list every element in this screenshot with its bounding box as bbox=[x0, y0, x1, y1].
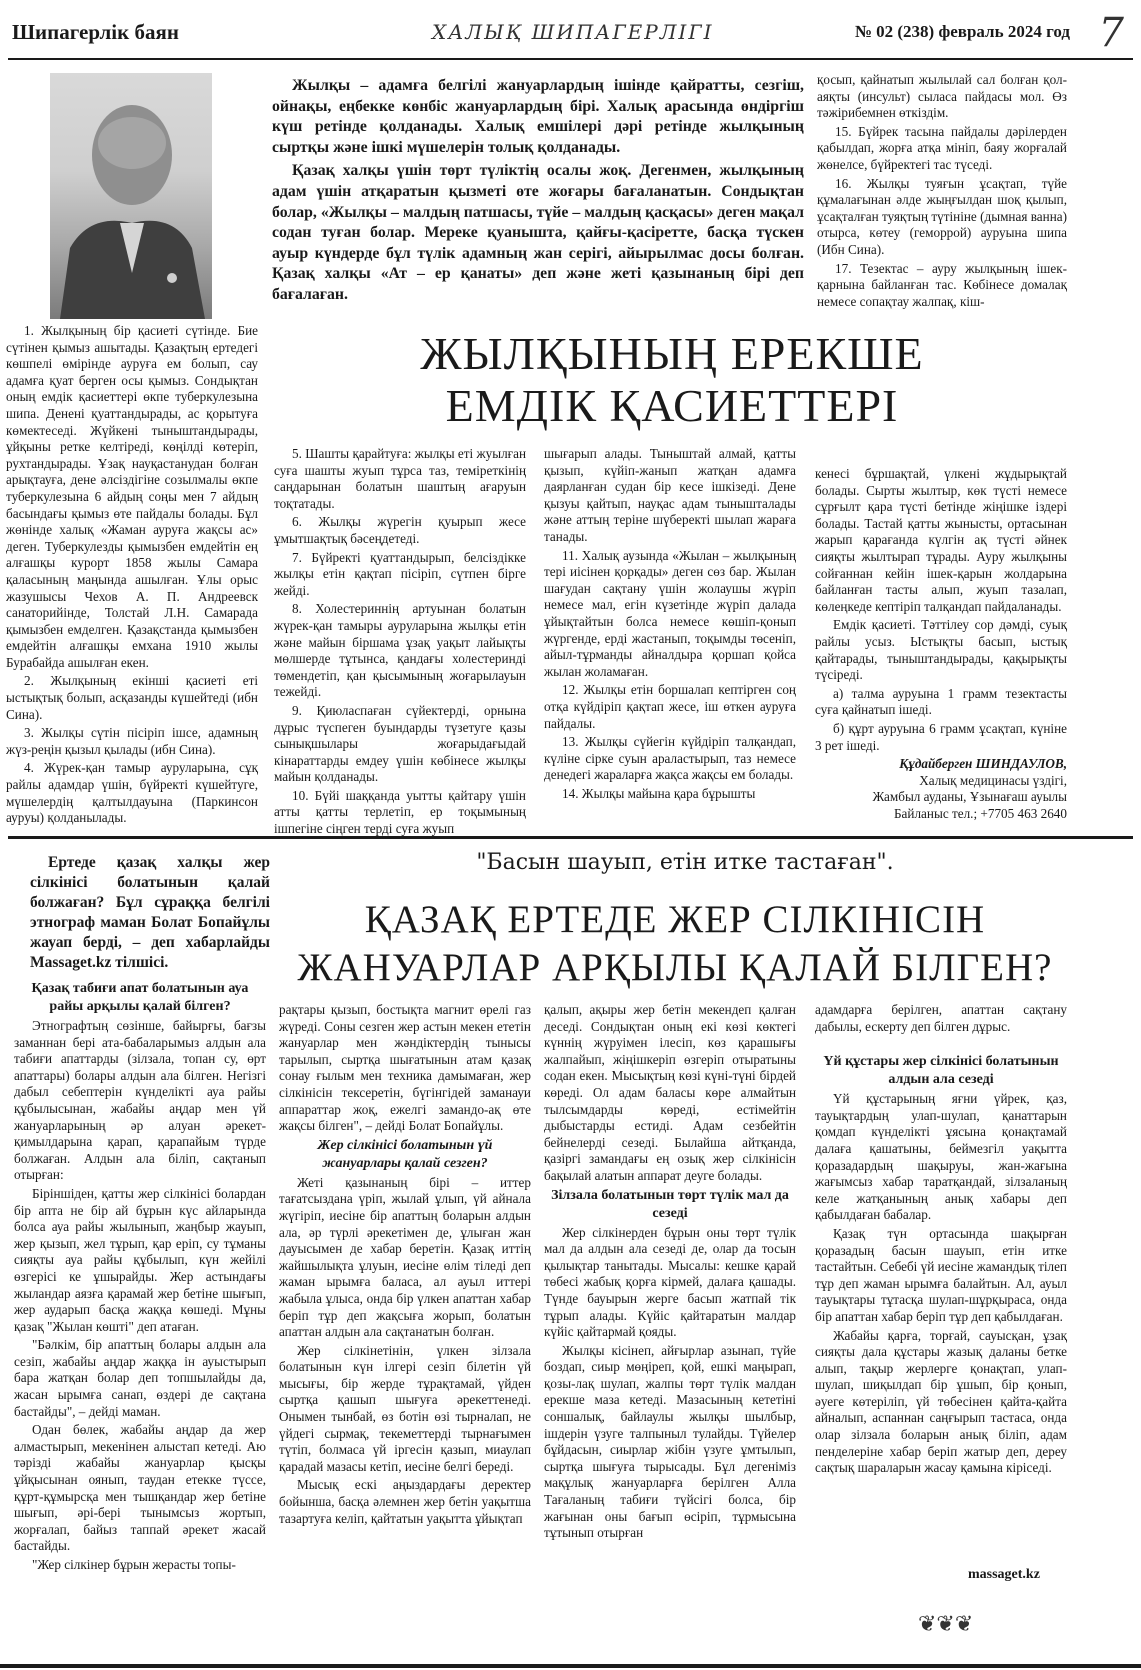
article2-quote: "Басын шауып, етін итке тастаған". bbox=[476, 850, 894, 875]
page-header bbox=[12, 12, 1130, 58]
paragraph: кенесі бұршақтай, үлкені жұдырықтай болады. Сырты жылтыр, көк түсті немесе сұрғылт қара түсті бетінде жіңішке іздері болады. Тастай қатты жынысты, ортасынан жарып қарағанда күлгін ақ түсті әйнек сияқты жылтырап тұрады. Ауру жылқыны сойғаннан кейін ішек-қарын жолдарына байланған тасты алып, жуып тазалап, көлеңкеде кептіріп талқандап пайдаланады. bbox=[815, 466, 1067, 614]
article1-col-b1 bbox=[274, 446, 526, 837]
article2-col4 bbox=[815, 1002, 1067, 1562]
ornament-icon: ❦❦❦ bbox=[918, 1612, 974, 1637]
page-number: 7 bbox=[1098, 10, 1124, 56]
paragraph: Емдік қасиеті. Тәттілеу сор дәмді, суық райлы усыз. Ыстықты басып, ыстық қайтарады, тыныштандырады, қақырықты түсіреді. bbox=[815, 617, 1067, 683]
article1-col-top-right bbox=[817, 72, 1067, 322]
title-line: ЕМДІК ҚАСИЕТТЕРІ bbox=[445, 380, 899, 431]
footer-rule bbox=[0, 1664, 1141, 1668]
paragraph: Жер сілкінерден бұрын оны төрт түлік мал да алдын ала сезеді де, олар да тосын қылықтар танытады. Мысалы: кешке қарай төбесі жабық қорға кірмей, далаға қашады. Түнде бауырын жерге басып жатпай тік тұрып алады. Күйіс қайтаратын малдар күйіс қайтармай қояды. bbox=[544, 1224, 796, 1340]
paragraph: 3. Жылқы сүтін пісіріп ішсе, адамның жүз-реңін қызыл қылады (ибн Сина). bbox=[6, 725, 258, 757]
paragraph: Жер сілкінетінін, үлкен зілзала болатынын күн ілгері сезіп білетін үй мысығы, бір жерде тұрақтамай, үйден сыртқа қашып шығуға әрекеттенеді. Онымен тынбай, өз ботін өзі тырналап, не үйдегі сырмақ, текеметтерді тырнағымен түтіп, болмаса үй іргесін қазып, миаулап қарадай мазасы кетіп, иесіне белгі береді. bbox=[279, 1342, 531, 1474]
paragraph: б) құрт ауруына 6 грамм ұсақтап, күніне 3 рет ішеді. bbox=[815, 720, 1067, 753]
article2-intro: Ертеде қазақ халқы жер сілкінісі болатынын қалай болжаған? Бұл сұраққа белгілі этнограф маман Болат Бопайұлы жауап берді, – деп хабарлайды Massaget.kz тілшісі. bbox=[30, 854, 270, 971]
paragraph: 11. Халық аузында «Жылан – жылқының тері иісінен қорқады» деген сөз бар. Жылан шағудан сақтану үшін жолаушы жүріп немесе мал, егін күзетінде жүріп далада ұйықтайтын болса немесе көшіп-қонып жүргенде, ерді жастанып, тоқымды төсеніп, айыл-тұрманды айналдыра қоршап қойса жылан жоламаған. bbox=[544, 547, 796, 679]
paragraph: 14. Жылқы майына қара бұрышты bbox=[562, 785, 756, 801]
article2-col3 bbox=[544, 1002, 796, 1642]
author-photo bbox=[50, 73, 212, 319]
subheading: Зілзала болатынын төрт түлік мал да сезеді bbox=[551, 1187, 789, 1221]
paragraph: Этнографтың сөзінше, байырғы, бағзы заманнан бері ата-бабаларымыз алдын ала табиғи апаттарды (зілзала, топан су, өрт апаттары) болары алдын ала білген. Негізгі дабыл себептерін күнделікті ауа райы құбылысынан, жабайы аңдар мен үй жануарларының әр алуан әрекет-қимылдарына қарап, қарапайым түрде болжаған. Алдын ала біліп, сақтанып отырған: bbox=[14, 1018, 266, 1183]
author-phone: Байланыс тел.; +7705 463 2640 bbox=[893, 805, 1067, 821]
paragraph: 4. Жүрек-қан тамыр ауруларына, сұқ райлы адамдар үшін, бүйректі күшейтуге, мүшелердің қалтылдауына (Паркинсон ауруы) қолданылады. bbox=[6, 760, 258, 826]
paragraph: қосып, қайнатып жылылай сал болған қол-аяқты (инсульт) сыласа пайдасы мол. Өз тәжірибемнен өткіздім. bbox=[817, 72, 1067, 121]
article2-col1 bbox=[14, 980, 266, 1635]
article1-col-left bbox=[6, 323, 258, 828]
paragraph: Жылқы кісінеп, айғырлар азынап, түйе боздап, сиыр мөңіреп, қой, ешкі маңырап, қозы-лақ шулап, жалпы төрт түлік малдан ерекше маза кетеді. Мазасының кететіні соншалық, байлаулы жылқы шылбыр, ішдерін үзуге талпыныл тулайды. Түйелер бұйдасын, сиырлар жібін үзуге ұмтылып, сыртқа шығуға тырысады. Бұл дегеніміз мақұлық жануарларға берілген Алла Тағаланың табиғи түйсігі болса, бір жағынан оны бағып өсіріп, тұрмысына тұтынып отырған bbox=[544, 1342, 796, 1541]
paragraph: а) талма ауруына 1 грамм тезектасты суға қайнатып ішеді. bbox=[815, 685, 1067, 718]
article1-lead bbox=[272, 76, 804, 314]
paragraph: Біріншіден, қатты жер сілкінісі болардан бір апта не бір ай бұрын күс айларында болса ауа райы жылынып, жаңбыр жауып, жер қызып, жел тұрып, қар еріп, су тұманы сияқты ауа райы құбылып, күн жейілі өзгерісі ке ұшырайды. Жер астындағы жыландар аязға қарамай жер бетіне шығып, жер аударып басқа жаққа көшеді. Мұны қазақ "Жылан көшті" деп атаған. bbox=[14, 1185, 266, 1334]
paragraph: "Бәлкім, бір апаттың болары алдын ала сезіп, жабайы аңдар жаққа ін ауыстырып бара жатқан болар деп топшылайды да, жасан ырымға санап, өздері де сақтана бастайды", – дейді маман. bbox=[14, 1337, 266, 1419]
subheading: Қазақ табиғи апат болатынын ауа райы арқылы қалай білген? bbox=[31, 981, 249, 1014]
newspaper-name: ХАЛЫҚ ШИПАГЕРЛІГІ bbox=[432, 20, 714, 44]
paragraph: 7. Бүйректі қуаттандырып, белсіздікке жылқы етін қақтап пісіріп, сүтпен бірге жейді. bbox=[274, 549, 526, 598]
paragraph: шығарып алады. Тыныштай алмай, қатты қызып, күйіп-жанып жатқан адамға даярланған судан бір кесе ішкізеді. Дене қызуы қайтып, науқас адам тынышталады және аттың теріне шүберекті шылап жараға танады. bbox=[544, 446, 796, 544]
paragraph: 8. Холестериннің артуынан болатын жүрек-қан тамыры ауруларына жылқы етін және майын біршама ұзақ уақыт лайықты мөлшерде тұтынса, қандағы холестеринді төмендетіп, қан қысымының жоғарылауын тежейді. bbox=[274, 601, 526, 700]
paragraph: Үй құстарының яғни үйрек, қаз, тауықтардың улап-шулап, қанаттарын қомдап күнделікті ұясына қонақтамай далаға қашатыны, беймезгіл уақытта қоразадардың шақыруы, жан-жағына жағымсыз хабар таратқандай, зілзаланың келе жатқанының анық хабары деп қабылдаған бабалар. bbox=[815, 1091, 1067, 1223]
paragraph: 2. Жылқының екінші қасиеті еті ыстықтық болып, асқазанды күшейтеді (ибн Сина). bbox=[6, 673, 258, 722]
subheading: Үй құстары жер сілкінісі болатынын алдын ала сезеді bbox=[823, 1054, 1059, 1088]
paragraph: Жабайы қарға, торғай, сауысқан, ұзақ сияқты дала құстары жазық даланы бетке алып, тақыр жерлерге қонақтап, улап-шулап, шиқылдап бір ұшып, бір қонып, әуеге көтеріліп, үй төбесінен қайта-қайта айналып, аспаннан саңғырып тастаса, онда олар зілзала боларын анық біліп, адам пенделеріне хабар беріп жатыр деп, дереу сақтық шараларын жасау қамына кіріседі. bbox=[815, 1327, 1067, 1476]
paragraph: 13. Жылқы сүйегін күйдіріп талқандап, күліне сірке суын араластырып, таз немесе денедегі жараларға жақса жақсы ем болады. bbox=[544, 734, 796, 783]
lead-paragraph: Жылқы – адамға белгілі жануарлардың ішінде қайратты, сезгіш, ойнақы, еңбекке көнбіс жануарлардың бірі. Халық арасында өндіргіш күш ретінде қолданады. Халық емшілері дәрі ретінде жылқының сыртқы және ішкі мүшелерін толық қолданады. bbox=[272, 77, 804, 156]
paragraph: рақтары қызып, бостықта магнит өрелі газ жүреді. Соны сезген жер астын мекен ететін жануарлар мен жәндіктердің тынысы тарылып, сыртқа шығатынын атам қазақ сонау ғылым мен техника дамымаған, жер сілкінісін тексеретін, бүгінгідей заманауи аппараттар жоқ, ежелгі замандо-ақ өте жақсы білген", – дейді Болат Бопайұлы. bbox=[279, 1002, 531, 1134]
issue-info: № 02 (238) февраль 2024 год bbox=[854, 22, 1070, 41]
article2-title bbox=[280, 896, 1070, 992]
author-title: Халық медицинасы үздігі, bbox=[919, 772, 1067, 788]
source-credit: massaget.kz bbox=[968, 1567, 1040, 1582]
title-line: ҚАЗАҚ ЕРТЕДЕ ЖЕР СІЛКІНІСІН bbox=[364, 898, 986, 941]
paragraph: 12. Жылқы етін боршалап кептірген соң отқа күйдіріп қақтап жесе, іш өткен ауруға пайдалы. bbox=[544, 682, 796, 731]
article1-col-b3 bbox=[815, 466, 1067, 831]
paragraph: Жеті қазынаның бірі – иттер тағатсыздана үріп, жылай ұлып, үй айнала жүгіріп, иесіне бір апаттың боларын алдын ала, әр түрлі әрекетімен де, ұлыған жан дауысымен де хабар беретін. Қазақ иттің жайшылықта ұлуын, иесіне өлім тіледі деп жаман ырымға баласа, ал ауыл иттері жабыла ұлыса, онда бір үлкен апаттан хабар беріп тұр деп жақсыға жорып, болатын апаттан алдын ала сақтанатын болған. bbox=[279, 1174, 531, 1340]
article1-col-b2 bbox=[544, 446, 796, 826]
paragraph: "Жер сілкінер бұрын жерасты топы- bbox=[32, 1557, 236, 1572]
paragraph: 6. Жылқы жүрегін қуырып жесе ұмытшақтық бәсеңдетеді. bbox=[274, 514, 526, 546]
paragraph: Одан бөлек, жабайы аңдар да жер алмастырып, мекенінен алыстап кетеді. Аю тәрізді жабайы жануарлар қысқы ұйқысынан оянып, таудан етекке түссе, құрт-құмырсқа мен тышқандар жер бетіне шығып, әрі-бері тынымсыз жортып, жорғалап, байыз таппай әрекет жасай бастайды. bbox=[14, 1422, 266, 1554]
header-rule bbox=[8, 58, 1133, 60]
paragraph: 17. Тезектас – ауру жылқының ішек-қарнына байланған тас. Көбінесе домалақ немесе сопақтау жалпақ, кіш- bbox=[817, 260, 1067, 309]
title-line: ЖЫЛҚЫНЫҢ ЕРЕКШЕ bbox=[420, 328, 924, 379]
paragraph: 1. Жылқының бір қасиеті сүтінде. Бие сүтінен қымыз ашытады. Қазақтың ертедегі көшпелі өмірінде ауруға ем болып, сау адамға қуат берген осы қымыз. Сондықтан оның емдік қасиеттері өкпе туберкулезына шипа. Денені қуаттандырады, ас қорытуға көмектеседі. Жүйкені тыныштандырады, ұйқыны ретке келтіреді, көңілді көтеріп, рухтандырады. Ұзақ науқастанудан болған арықтауға, дене әлсіздігіне созылмалы өкпе туберкулезына 6 айдың соңы мен 7 айдың басындағы қымыз өте пайдалы болады. Бұл жөнінде халық «Жаман ауруға жақсы ас» деген. Туберкулезды қымызбен емдейтін ең алғашқы курорт 1858 жылы Самара қаласының маңында ашылған. Ұлы орыс жазушысы Чехов А. П. Андреевск санаторийінде, Толстай Л.Н. Самарада қымызбен емделген. Қазақстанда қымызбен емдейтін алғашқы емхана 1910 жылы Бурабайда ашылған екен. bbox=[6, 323, 258, 670]
paragraph: 5. Шашты қарайтуға: жылқы еті жуылған суға шашты жуып тұрса таз, теміреткінің саңдарынан болатын шаштың ағаруын тоқтатады. bbox=[274, 446, 526, 511]
author-name: Құдайберген ШИНДАУЛОВ, bbox=[899, 756, 1067, 772]
lead-paragraph: Қазақ халқы үшін төрт түліктің осалы жоқ. Дегенмен, жылқының адам үшін атқаратын қызметі өте жоғары бағаланатын. Сондықтан болар, «Жылқы – малдың патшасы, түйе – малдың қасқасы» деген мақал содан туған болар. Мереке қуанышта, қайғы-қасіретте, басқа түскен ауыр күндерде бұл түлік адамның жан серігі, айырылмас досы болған. Қазақ халқы «Ат – ер қанаты» деп және жеті қазынаның бірі деп бағалаған. bbox=[272, 162, 804, 303]
article1-title bbox=[272, 328, 1072, 432]
title-line: ЖАНУАРЛАР АРҚЫЛЫ ҚАЛАЙ БІЛГЕН? bbox=[297, 946, 1053, 989]
paragraph: 16. Жылқы туяғын ұсақтап, түйе құмалағынан әлде жыңғылдан шоқ қылып, ұсақталған туяқтың түтініне (дымная ванна) отырса, көтеу (геморрой) ауруына шипа (Ибн Сина). bbox=[817, 175, 1067, 257]
subheading: Жер сілкінісі болатынын үй жануарлары қалай сезген? bbox=[317, 1137, 493, 1171]
paragraph: 10. Бүйі шаққанда уытты қайтару үшін атты қатты терлетіп, ер тоқымының ішпегіне сіңген терді суға жуып bbox=[274, 787, 526, 837]
paragraph: 15. Бүйрек тасына пайдалы дәрілерден қабылдап, жорға атқа мініп, баяу жорғалай жөнелсе, бүйректегі тас түседі. bbox=[817, 123, 1067, 172]
paragraph: 9. Қиюласпаған сүйектерді, орнына дұрыс түспеген буындарды түзетуге қазы сынықшылары жоғарыдағыдай кінараттарды емдеу үшін көбінесе жылқы майын қолданады. bbox=[274, 702, 526, 785]
article-separator bbox=[8, 836, 1133, 839]
author-location: Жамбыл ауданы, Ұзынағаш ауылы bbox=[872, 789, 1067, 805]
paragraph: қалып, ақыры жер бетін мекендеп қалған деседі. Сондықтан оның екі көзі көктегі күннің жүруімен ілесіп, көз қарашығы жалпайып, жіңішкеріп өзгеріп отыратыны содан екен. Мысықтың көзі күні-түні бірдей көреді. Ол адам баласы көре алмайтын тылсымдарды көреді, естімейтін дыбыстарды естиді. Адам сезбейтін бейнелерді сезеді. Былайша айтқанда, қазіргі замандағы ең озық жер сілкінісін бақылай алатын аппарат деуге болады. bbox=[544, 1002, 796, 1183]
paragraph: Қазақ түн ортасында шақырған қоразадың басын шауып, етін итке тастайтын. Себебі үй иесіне жамандық тілеп тұр деп жаман ырымға балайтын. Ал, ауыл тауықтары тұтасқа шулап-шұрқыраса, онда бір апаттан хабар беріп тұр деп қабылдаған. bbox=[815, 1225, 1067, 1324]
paragraph: Мысық ескі аңыздардағы деректер бойынша, басқа әлемнен жер бетін уақытша тазартуға келіп, қайтатын уақытта ұйықтап bbox=[279, 1477, 531, 1526]
article2-col2 bbox=[279, 1002, 531, 1642]
paragraph: адамдарға берілген, апаттан сақтану дабылы, ескерту деп білген дұрыс. bbox=[815, 1002, 1067, 1034]
section-title: Шипагерлік баян bbox=[12, 20, 179, 44]
